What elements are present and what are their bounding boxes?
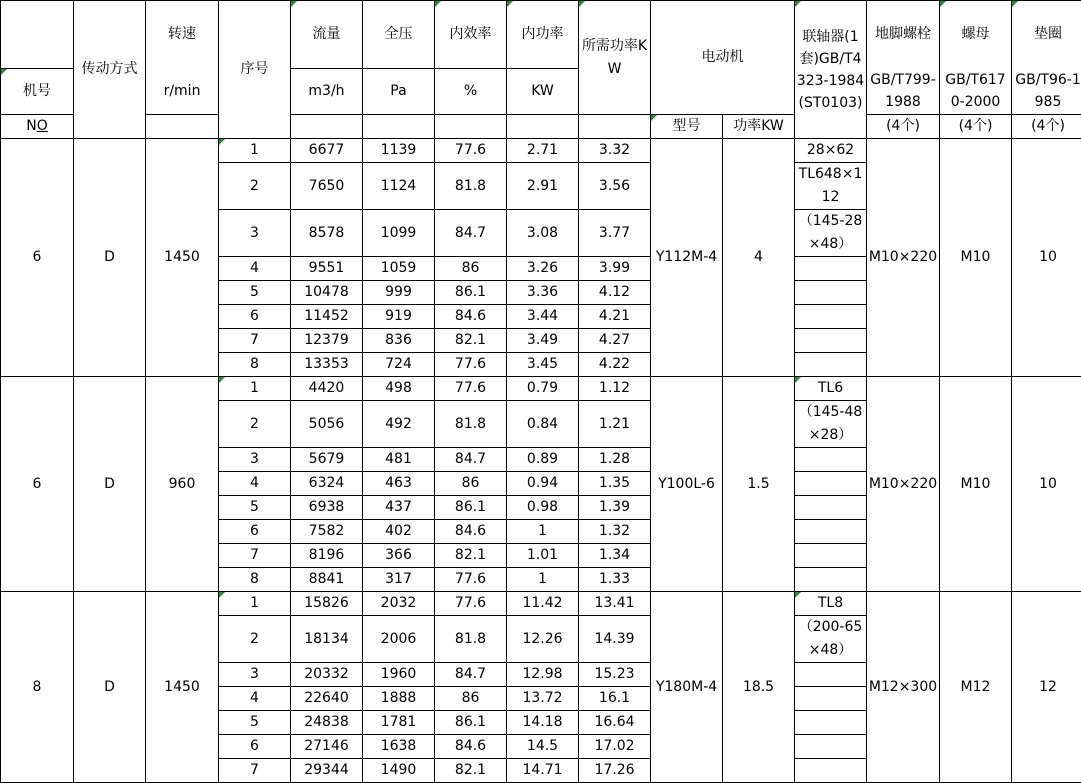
drive-cell: D [74,377,146,592]
header-nut: 螺母 [940,1,1012,69]
speed-cell: 1450 [146,592,219,783]
required-power-cell: 3.56 [579,163,651,210]
internal-power-cell: 11.42 [507,592,579,616]
seq-cell: 3 [219,448,291,472]
internal-power-cell: 2.91 [507,163,579,210]
pressure-cell: 1781 [363,711,435,735]
coupling-cell: （145-48×28） [795,401,867,448]
efficiency-cell: 77.6 [435,592,507,616]
seq-cell: 2 [219,163,291,210]
coupling-cell: 28×62 [795,139,867,163]
required-power-cell: 1.28 [579,448,651,472]
header-flow-blank [291,115,363,139]
required-power-cell: 17.26 [579,759,651,783]
coupling-cell [795,687,867,711]
coupling-cell [795,520,867,544]
internal-power-cell: 14.5 [507,735,579,759]
internal-power-cell: 12.26 [507,616,579,663]
header-machine-no: 机号 [1,69,74,115]
required-power-cell: 17.02 [579,735,651,759]
flow-cell: 15826 [291,592,363,616]
pressure-cell: 463 [363,472,435,496]
required-power-cell: 1.34 [579,544,651,568]
flow-cell: 10478 [291,281,363,305]
efficiency-cell: 84.7 [435,663,507,687]
header-speed-blank [146,115,219,139]
efficiency-cell: 86 [435,472,507,496]
required-power-cell: 3.99 [579,257,651,281]
motor-power-cell: 4 [723,139,795,377]
pressure-cell: 402 [363,520,435,544]
flow-cell: 7582 [291,520,363,544]
seq-cell: 7 [219,329,291,353]
flow-cell: 29344 [291,759,363,783]
seq-cell: 6 [219,520,291,544]
efficiency-cell: 77.6 [435,377,507,401]
header-flow: 流量 [291,1,363,69]
internal-power-cell: 3.36 [507,281,579,305]
efficiency-cell: 77.6 [435,353,507,377]
seq-cell: 8 [219,353,291,377]
pressure-cell: 1124 [363,163,435,210]
efficiency-cell: 77.6 [435,568,507,592]
required-power-cell: 4.12 [579,281,651,305]
pressure-cell: 2006 [363,616,435,663]
flow-cell: 24838 [291,711,363,735]
coupling-cell [795,281,867,305]
internal-power-cell: 3.44 [507,305,579,329]
required-power-cell: 1.33 [579,568,651,592]
header-pressure: 全压 [363,1,435,69]
pressure-cell: 1960 [363,663,435,687]
header-efficiency: 内效率 [435,1,507,69]
header-no-underlined: O [37,118,48,134]
required-power-cell: 1.32 [579,520,651,544]
anchor-bolt-cell: M12×300 [867,592,940,783]
internal-power-cell: 0.94 [507,472,579,496]
efficiency-cell: 81.8 [435,401,507,448]
internal-power-cell: 0.79 [507,377,579,401]
anchor-bolt-cell: M10×220 [867,377,940,592]
header-efficiency-blank [435,115,507,139]
speed-cell: 1450 [146,139,219,377]
machine-no-cell: 6 [1,377,74,592]
coupling-cell [795,544,867,568]
internal-power-cell: 0.98 [507,496,579,520]
coupling-cell [795,257,867,281]
motor-power-cell: 18.5 [723,592,795,783]
flow-cell: 8578 [291,210,363,257]
header-anchor-bolt: 地脚螺栓 [867,1,940,69]
header-motor-power: 功率KW [723,115,795,139]
required-power-cell: 16.64 [579,711,651,735]
required-power-cell: 13.41 [579,592,651,616]
internal-power-cell: 13.72 [507,687,579,711]
coupling-cell: TL648×112 [795,163,867,210]
motor-model-cell: Y100L-6 [651,377,723,592]
seq-cell: 4 [219,472,291,496]
table-row [1,592,1081,616]
internal-power-cell: 0.89 [507,448,579,472]
pressure-cell: 366 [363,544,435,568]
coupling-cell: TL8 [795,592,867,616]
flow-cell: 11452 [291,305,363,329]
internal-power-cell: 14.18 [507,711,579,735]
machine-no-cell: 6 [1,139,74,377]
efficiency-cell: 82.1 [435,544,507,568]
header-motor-model: 型号 [651,115,723,139]
machine-no-cell: 8 [1,592,74,783]
header-efficiency-unit: % [435,69,507,115]
flow-cell: 6324 [291,472,363,496]
header-no-prefix: N [26,118,36,134]
washer-cell: 10 [1012,377,1081,592]
header-pressure-unit: Pa [363,69,435,115]
pressure-cell: 1490 [363,759,435,783]
header-nut-qty: (4个) [940,115,1012,139]
efficiency-cell: 77.6 [435,139,507,163]
seq-cell: 1 [219,377,291,401]
efficiency-cell: 84.6 [435,305,507,329]
efficiency-cell: 84.7 [435,210,507,257]
header-required-power-blank [579,115,651,139]
internal-power-cell: 1.01 [507,544,579,568]
required-power-cell: 3.77 [579,210,651,257]
efficiency-cell: 86.1 [435,281,507,305]
efficiency-cell: 81.8 [435,163,507,210]
header-pressure-blank [363,115,435,139]
required-power-cell: 15.23 [579,663,651,687]
seq-cell: 1 [219,592,291,616]
flow-cell: 13353 [291,353,363,377]
header-washer-qty: (4个) [1012,115,1081,139]
coupling-cell [795,329,867,353]
drive-cell: D [74,592,146,783]
internal-power-cell: 3.49 [507,329,579,353]
header-internal-power-blank [507,115,579,139]
pressure-cell: 1139 [363,139,435,163]
seq-cell: 6 [219,305,291,329]
pressure-cell: 317 [363,568,435,592]
pressure-cell: 1099 [363,210,435,257]
flow-cell: 5056 [291,401,363,448]
flow-cell: 8196 [291,544,363,568]
seq-cell: 4 [219,687,291,711]
drive-cell: D [74,139,146,377]
header-machine-no-top [1,1,74,69]
header-coupling: 联轴器(1套)GB/T4323-1984(ST0103) [795,1,867,139]
flow-cell: 9551 [291,257,363,281]
header-motor: 电动机 [651,1,795,115]
required-power-cell: 1.35 [579,472,651,496]
table-row [1,139,1081,163]
coupling-cell [795,496,867,520]
internal-power-cell: 3.08 [507,210,579,257]
efficiency-cell: 82.1 [435,329,507,353]
seq-cell: 3 [219,663,291,687]
header-internal-power-unit: KW [507,69,579,115]
flow-cell: 4420 [291,377,363,401]
seq-cell: 2 [219,401,291,448]
flow-cell: 6677 [291,139,363,163]
coupling-cell [795,305,867,329]
coupling-cell [795,735,867,759]
seq-cell: 4 [219,257,291,281]
efficiency-cell: 82.1 [435,759,507,783]
pressure-cell: 836 [363,329,435,353]
required-power-cell: 3.32 [579,139,651,163]
pressure-cell: 919 [363,305,435,329]
seq-cell: 5 [219,711,291,735]
flow-cell: 22640 [291,687,363,711]
efficiency-cell: 86 [435,687,507,711]
washer-cell: 12 [1012,592,1081,783]
header-speed: 转速 [146,1,219,69]
header-speed-unit: r/min [146,69,219,115]
seq-cell: 2 [219,616,291,663]
required-power-cell: 14.39 [579,616,651,663]
header-washer-std: GB/T96-1985 [1012,69,1081,115]
efficiency-cell: 86 [435,257,507,281]
required-power-cell: 16.1 [579,687,651,711]
internal-power-cell: 14.71 [507,759,579,783]
flow-cell: 8841 [291,568,363,592]
nut-cell: M10 [940,377,1012,592]
seq-cell: 3 [219,210,291,257]
seq-cell: 5 [219,496,291,520]
internal-power-cell: 0.84 [507,401,579,448]
internal-power-cell: 2.71 [507,139,579,163]
header-internal-power: 内功率 [507,1,579,69]
coupling-cell [795,759,867,783]
header-washer: 垫圈 [1012,1,1081,69]
pressure-cell: 1638 [363,735,435,759]
efficiency-cell: 84.6 [435,520,507,544]
coupling-cell [795,568,867,592]
header-nut-std: GB/T6170-2000 [940,69,1012,115]
flow-cell: 18134 [291,616,363,663]
flow-cell: 7650 [291,163,363,210]
required-power-cell: 4.21 [579,305,651,329]
coupling-cell [795,663,867,687]
pressure-cell: 481 [363,448,435,472]
seq-cell: 8 [219,568,291,592]
efficiency-cell: 86.1 [435,711,507,735]
speed-cell: 960 [146,377,219,592]
flow-cell: 5679 [291,448,363,472]
efficiency-cell: 84.6 [435,735,507,759]
pressure-cell: 492 [363,401,435,448]
coupling-cell: （200-65×48） [795,616,867,663]
header-seq: 序号 [219,1,291,139]
motor-power-cell: 1.5 [723,377,795,592]
seq-cell: 1 [219,139,291,163]
internal-power-cell: 1 [507,520,579,544]
required-power-cell: 4.27 [579,329,651,353]
flow-cell: 6938 [291,496,363,520]
nut-cell: M12 [940,592,1012,783]
required-power-cell: 1.12 [579,377,651,401]
flow-cell: 20332 [291,663,363,687]
required-power-cell: 4.22 [579,353,651,377]
seq-cell: 7 [219,544,291,568]
header-flow-unit: m3/h [291,69,363,115]
internal-power-cell: 3.26 [507,257,579,281]
nut-cell: M10 [940,139,1012,377]
pressure-cell: 437 [363,496,435,520]
coupling-cell [795,472,867,496]
header-required-power: 所需功率KW [579,1,651,115]
pressure-cell: 1888 [363,687,435,711]
coupling-cell [795,711,867,735]
pressure-cell: 999 [363,281,435,305]
header-anchor-bolt-std: GB/T799-1988 [867,69,940,115]
seq-cell: 7 [219,759,291,783]
internal-power-cell: 12.98 [507,663,579,687]
required-power-cell: 1.39 [579,496,651,520]
coupling-cell: （145-28×48） [795,210,867,257]
coupling-cell: TL6 [795,377,867,401]
header-drive-mode: 传动方式 [74,1,146,139]
flow-cell: 12379 [291,329,363,353]
washer-cell: 10 [1012,139,1081,377]
seq-cell: 6 [219,735,291,759]
internal-power-cell: 1 [507,568,579,592]
pressure-cell: 498 [363,377,435,401]
efficiency-cell: 86.1 [435,496,507,520]
flow-cell: 27146 [291,735,363,759]
coupling-cell [795,448,867,472]
efficiency-cell: 81.8 [435,616,507,663]
pressure-cell: 1059 [363,257,435,281]
efficiency-cell: 84.7 [435,448,507,472]
coupling-cell [795,353,867,377]
motor-model-cell: Y112M-4 [651,139,723,377]
seq-cell: 5 [219,281,291,305]
pressure-cell: 2032 [363,592,435,616]
motor-model-cell: Y180M-4 [651,592,723,783]
table-row [1,377,1081,401]
internal-power-cell: 3.45 [507,353,579,377]
anchor-bolt-cell: M10×220 [867,139,940,377]
header-no [1,115,74,139]
header-anchor-bolt-qty: (4个) [867,115,940,139]
required-power-cell: 1.21 [579,401,651,448]
pressure-cell: 724 [363,353,435,377]
